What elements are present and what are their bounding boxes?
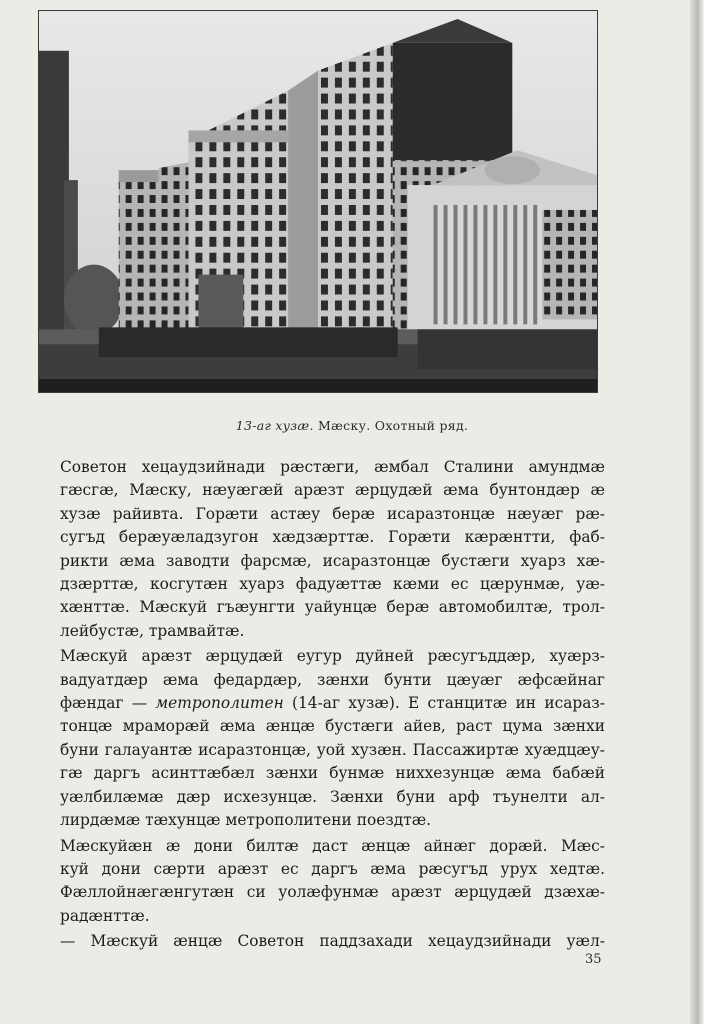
body-text (60, 456, 605, 956)
metro-word: метрополитен (155, 694, 284, 713)
paragraph-line: хæнттæ. Мæскуй гъæунгти уайунцæ берæ автомобилтæ, трол- (60, 598, 605, 617)
paragraph-line: Советон хецаудзийнади рæстæги, æмбал Сталини амундмæ (60, 458, 605, 476)
paragraph-line: гæ даргъ асинттæбæл зæнхи бунмæ нихxезунцæ æма бабæй (60, 764, 605, 783)
paragraph-1 (60, 456, 605, 643)
paragraph-line: Фæллойнæгæнгутæн си уолæфунмæ арæзт æрцудæй дзæхæ- (60, 883, 605, 902)
photo-okhotny-ryad (38, 10, 598, 393)
paragraph-line: куй дони сæрти арæзт ес даргъ æма рæсугъд урух хедтæ. (60, 859, 605, 878)
caption-text: Мæску. Охотный ряд. (313, 418, 469, 433)
paragraph-line: сугъд берæуæладзугон хæдзæрттæ. Горæти кæрæнтти, фаб- (60, 528, 605, 547)
paragraph-line: буни галауантæ исаразтонцæ, уой хузæн. Пассажиртæ хуæдцæу- (60, 740, 605, 759)
paragraph-line: вадуатдæр æма федардæр, зæнхи бунти цæуæг æфсæйнаг (60, 670, 605, 689)
paragraph-3 (60, 835, 605, 929)
building-photo (39, 11, 597, 392)
paragraph-line: дзæрттæ, косгутæн хуарз фадуæттæ кæми ес цæрунмæ, уæ- (60, 575, 605, 594)
paragraph-line: радæнттæ. (60, 906, 150, 925)
paragraph-line: лирдæмæ тæхунцæ метрополитени поездтæ. (60, 811, 432, 830)
caption-figure-label: 13-аг хузæ. (235, 418, 314, 433)
metro-prefix: фæндаг — (60, 694, 156, 713)
paragraph-line: Мæскуй арæзт æрцудæй еугур дуйней рæсугъддæр, хуæрз- (60, 647, 605, 666)
paragraph-line: тонцæ мраморæй æма æнцæ бустæги айев, раст цума зæнхи (60, 717, 605, 736)
paragraph-line: Мæскуйæн æ дони билтæ даст æнцæ айнæг дорæй. Мæс- (60, 836, 605, 855)
paragraph-line: рикти æма заводти фарсмæ, исаразтонцæ бустæги хуарз хæ- (60, 551, 605, 570)
page-edge (690, 0, 704, 1024)
paragraph-line: уæлбилæмæ дæр исхезунцæ. Зæнхи буни арф тъунелти ал- (60, 787, 605, 806)
paragraph-4 (60, 930, 605, 953)
figure-caption (0, 418, 704, 433)
page-number: 35 (585, 952, 602, 967)
paragraph-line: — Мæскуй æнцæ Советон паддзахади хецаудзийнади уæл- (60, 932, 605, 951)
paragraph-2 (60, 645, 605, 832)
paragraph-line: гæсгæ, Мæску, нæуæгæй арæзт æрцудæй æма бунтондæр æ (60, 481, 605, 500)
metro-rest: (14-аг хузæ). Е станцитæ ин исараз- (283, 694, 605, 713)
paragraph-line-metro (60, 692, 605, 715)
paragraph-line: хузæ райивта. Горæти астæу берæ исаразтонцæ нæуæг рæ- (60, 504, 605, 523)
paragraph-line: лейбустæ, трамвайтæ. (60, 621, 245, 640)
